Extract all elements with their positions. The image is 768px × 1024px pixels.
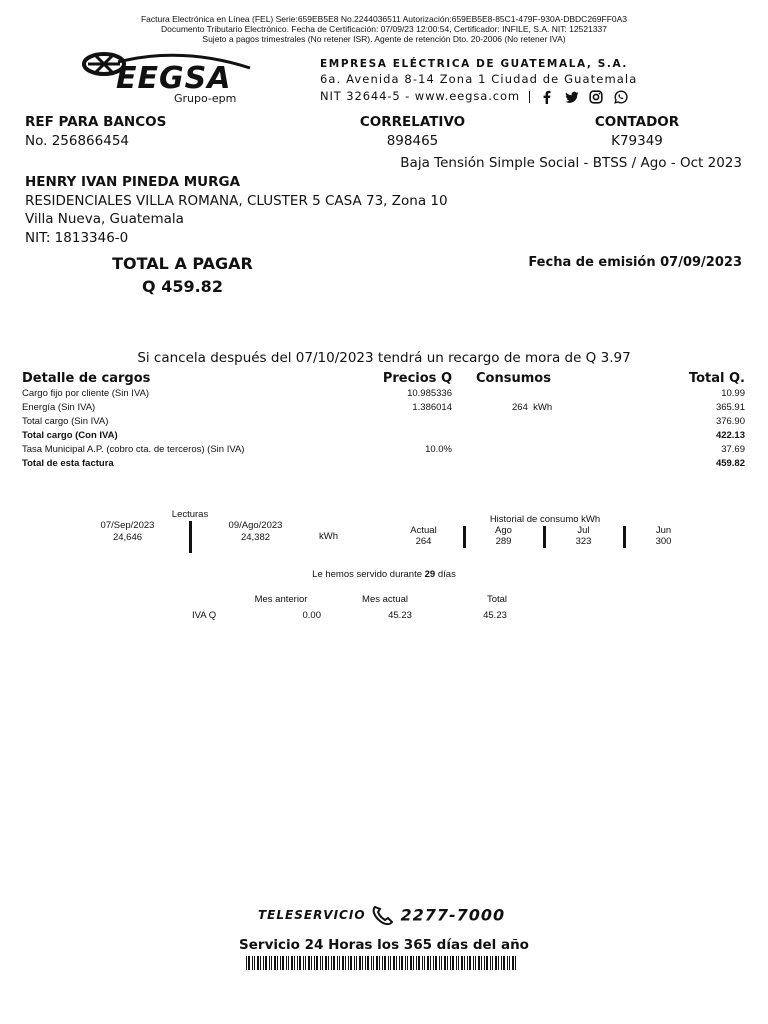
barcode-bar xyxy=(473,956,474,970)
barcode-bar xyxy=(269,956,270,970)
barcode-bar xyxy=(503,956,505,970)
contador-value: K79349 xyxy=(611,133,663,149)
ref-bancos-value: No. 256866454 xyxy=(25,133,130,149)
iva-current-value: 45.23 xyxy=(388,610,412,621)
barcode-bar xyxy=(265,956,267,970)
barcode-bar xyxy=(418,956,420,970)
readings-divider xyxy=(189,521,192,553)
barcode-bar xyxy=(254,956,255,970)
history-divider xyxy=(623,526,626,548)
barcode-bar xyxy=(365,956,366,970)
twitter-icon[interactable] xyxy=(565,90,579,104)
barcode-bar xyxy=(288,956,289,970)
barcode-bar xyxy=(325,956,327,970)
iva-previous-value: 0.00 xyxy=(302,610,321,621)
barcode-bar xyxy=(430,956,431,970)
barcode-bar xyxy=(461,956,463,970)
barcode-bar xyxy=(441,956,442,970)
history-col-label: Jul xyxy=(577,525,590,536)
customer-address-line2: Villa Nueva, Guatemala xyxy=(25,211,184,227)
charge-row-price: 1.386014 xyxy=(412,402,452,413)
tariff-period: Baja Tensión Simple Social - BTSS / Ago - Oct 2023 xyxy=(400,155,742,171)
barcode-bar xyxy=(469,956,471,970)
barcode-bar xyxy=(252,956,253,970)
barcode-bar xyxy=(447,956,448,970)
company-nit-web xyxy=(320,89,628,104)
barcode-bar xyxy=(297,956,298,970)
barcode-bar xyxy=(424,956,425,970)
barcode-bar xyxy=(435,956,437,970)
barcode-bar xyxy=(282,956,284,970)
barcode-bar xyxy=(515,956,516,970)
whatsapp-icon[interactable] xyxy=(614,90,628,104)
barcode-bar xyxy=(481,956,482,970)
iva-header-current: Mes actual xyxy=(362,594,408,605)
fel-header-line2: Documento Tributario Electrónico. Fecha de Certificación: 07/09/23 12:00:54, Certificador: INFILE, S.A. NIT: 12521337 xyxy=(160,24,607,34)
barcode-bar xyxy=(416,956,417,970)
history-divider xyxy=(543,526,546,548)
barcode-bar xyxy=(484,956,485,970)
iva-total-value: 45.23 xyxy=(483,610,507,621)
customer-nit: NIT: 1813346-0 xyxy=(25,230,129,246)
barcode-bar xyxy=(475,956,476,970)
barcode-bar xyxy=(509,956,510,970)
service-days xyxy=(0,569,768,580)
instagram-icon[interactable] xyxy=(589,90,603,104)
teleservicio-phone[interactable]: 2277-7000 xyxy=(400,905,506,925)
customer-address-line1: RESIDENCIALES VILLA ROMANA, CLUSTER 5 CASA 73, Zona 10 xyxy=(25,193,448,209)
charges-header-detail: Detalle de cargos xyxy=(22,371,151,386)
barcode-bar xyxy=(359,956,361,970)
charges-header-consumption: Consumos xyxy=(476,371,551,386)
barcode-bar xyxy=(422,956,423,970)
barcode-bar xyxy=(413,956,414,970)
iva-header-previous: Mes anterior xyxy=(254,594,308,605)
barcode-bar xyxy=(492,956,493,970)
barcode-bar xyxy=(388,956,389,970)
barcode-bar xyxy=(401,956,403,970)
barcode-bar xyxy=(314,956,315,970)
barcode-bar xyxy=(271,956,272,970)
barcode-bar xyxy=(444,956,446,970)
company-name: EMPRESA ELÉCTRICA DE GUATEMALA, S.A. xyxy=(320,58,629,70)
charge-row-total: 10.99 xyxy=(721,388,745,399)
barcode-bar xyxy=(348,956,349,970)
barcode-bar xyxy=(376,956,378,970)
barcode-bar xyxy=(498,956,499,970)
barcode-bar xyxy=(305,956,306,970)
barcode-bar xyxy=(393,956,395,970)
service-days-prefix: Le hemos servido durante xyxy=(312,569,422,580)
barcode-bar xyxy=(478,956,480,970)
barcode-bar xyxy=(246,956,247,970)
barcode-bar xyxy=(277,956,278,970)
barcode-bar xyxy=(263,956,264,970)
teleservicio-label: TELESERVICIO xyxy=(258,908,366,922)
service-days-suffix: días xyxy=(437,569,456,580)
history-col-value: 300 xyxy=(655,536,672,547)
barcode-bar xyxy=(450,956,451,970)
contador-label: CONTADOR xyxy=(594,114,680,130)
barcode-bar xyxy=(367,956,369,970)
charge-row-total: 365.91 xyxy=(715,402,745,413)
barcode-bar xyxy=(501,956,502,970)
barcode-bar xyxy=(507,956,508,970)
charge-row-price: 10.0% xyxy=(425,444,452,455)
barcode-bar xyxy=(433,956,434,970)
history-col-label: Actual xyxy=(410,525,437,536)
barcode-bar xyxy=(356,956,357,970)
ref-bancos-label: REF PARA BANCOS xyxy=(25,114,167,130)
charge-row-label: Total cargo (Sin IVA) xyxy=(22,416,109,427)
history-col-value: 289 xyxy=(495,536,512,547)
barcode-bar xyxy=(303,956,304,970)
charges-header-total: Total Q. xyxy=(688,371,745,386)
barcode-bar xyxy=(379,956,380,970)
charge-row-label: Total de esta factura xyxy=(22,458,114,469)
barcode-bar xyxy=(260,956,261,970)
barcode-bar xyxy=(427,956,429,970)
company-address: 6a. Avenida 8-14 Zona 1 Ciudad de Guatemala xyxy=(320,72,638,86)
barcode-bar xyxy=(467,956,468,970)
barcode-bar xyxy=(399,956,400,970)
reading-unit: kWh xyxy=(319,531,338,542)
fel-header-line3: Sujeto a pagos trimestrales (No retener ISR). Agente de retención Dto. 20-2006 (No retener IVA) xyxy=(202,34,566,44)
history-divider xyxy=(463,526,466,548)
barcode-bar xyxy=(373,956,374,970)
barcode-bar xyxy=(396,956,397,970)
barcode-bar xyxy=(286,956,287,970)
barcode-bar xyxy=(308,956,310,970)
barcode-bar xyxy=(331,956,332,970)
charge-row-total: 376.90 xyxy=(715,416,745,427)
barcode-bar xyxy=(384,956,386,970)
phone-icon xyxy=(370,904,396,926)
charge-row-total: 459.82 xyxy=(715,458,745,469)
barcode-bar xyxy=(316,956,318,970)
charges-header-price: Precios Q xyxy=(382,371,452,386)
history-col-label: Jun xyxy=(655,525,672,536)
charge-row-total: 37.69 xyxy=(721,444,745,455)
barcode-bar xyxy=(339,956,340,970)
barcode-bar xyxy=(512,956,514,970)
correlativo-value: 898465 xyxy=(386,133,439,149)
barcode-bar xyxy=(456,956,457,970)
barcode-bar xyxy=(354,956,355,970)
barcode-bar xyxy=(495,956,497,970)
charge-row-consumption: 264 kWh xyxy=(512,402,553,413)
barcode-bar xyxy=(337,956,338,970)
teleservicio-block xyxy=(258,904,505,926)
barcode-bar xyxy=(299,956,301,970)
customer-name: HENRY IVAN PINEDA MURGA xyxy=(25,174,241,190)
charge-row-label: Tasa Municipal A.P. (cobro cta. de terceros) (Sin IVA) xyxy=(22,444,245,455)
barcode-bar xyxy=(407,956,408,970)
service-hours: Servicio 24 Horas los 365 días del año xyxy=(239,937,529,953)
barcode-bar xyxy=(486,956,488,970)
barcode-bar xyxy=(452,956,454,970)
history-title: Historial de consumo kWh xyxy=(489,514,601,525)
barcode-bar xyxy=(458,956,459,970)
eegsa-logo xyxy=(82,48,262,110)
charge-row-label: Energía (Sin IVA) xyxy=(22,402,96,413)
barcode-bar xyxy=(405,956,406,970)
barcode-bar xyxy=(410,956,412,970)
facebook-icon[interactable] xyxy=(540,90,554,104)
emission-date: Fecha de emisión 07/09/2023 xyxy=(528,255,742,270)
barcode-bar xyxy=(248,956,250,970)
barcode-bar xyxy=(257,956,259,970)
logo-group-text: Grupo-epm xyxy=(174,92,237,105)
reading-current-date: 07/Sep/2023 xyxy=(100,520,155,531)
barcode-bar xyxy=(345,956,346,970)
correlativo-label: CORRELATIVO xyxy=(359,114,466,130)
reading-previous-value: 24,382 xyxy=(240,532,271,543)
charge-row-price: 10.985336 xyxy=(407,388,452,399)
fel-header-line1: Factura Electrónica en Línea (FEL) Serie:659EB5E8 No.2244036511 Autorización:659EB5E8-85C1-479F-930A-DBDC269FF0A3 xyxy=(140,14,628,24)
barcode-bar xyxy=(464,956,465,970)
history-col-value: 264 xyxy=(415,536,432,547)
reading-previous-date: 09/Ago/2023 xyxy=(228,520,283,531)
barcode-bar xyxy=(439,956,440,970)
barcode-bar xyxy=(291,956,293,970)
barcode-bar xyxy=(294,956,295,970)
total-label: TOTAL A PAGAR xyxy=(112,254,253,273)
barcode-bar xyxy=(382,956,383,970)
total-amount: Q 459.82 xyxy=(142,277,223,296)
svg-text:EEGSA: EEGSA xyxy=(116,61,232,96)
barcode-bar xyxy=(350,956,352,970)
barcode-bar xyxy=(333,956,335,970)
barcode-bar xyxy=(274,956,276,970)
iva-header-total: Total xyxy=(486,594,508,605)
barcode-bar xyxy=(342,956,344,970)
iva-row-label: IVA Q xyxy=(192,610,217,621)
late-fee-notice: Si cancela después del 07/10/2023 tendrá un recargo de mora de Q 3.97 xyxy=(137,350,631,366)
history-col-label: Ago xyxy=(495,525,512,536)
separator xyxy=(529,91,530,103)
charge-row-label: Total cargo (Con IVA) xyxy=(22,430,118,441)
barcode xyxy=(246,956,520,970)
barcode-graphic xyxy=(246,956,520,970)
barcode-bar xyxy=(490,956,491,970)
barcode-bar xyxy=(390,956,391,970)
history-col-value: 323 xyxy=(575,536,592,547)
barcode-bar xyxy=(328,956,329,970)
barcode-bar xyxy=(362,956,363,970)
barcode-bar xyxy=(311,956,312,970)
charge-row-label: Cargo fijo por cliente (Sin IVA) xyxy=(22,388,150,399)
charge-row-total: 422.13 xyxy=(715,430,745,441)
readings-title: Lecturas xyxy=(171,509,209,520)
barcode-bar xyxy=(320,956,321,970)
barcode-bar xyxy=(371,956,372,970)
barcode-bar xyxy=(322,956,323,970)
service-days-count: 29 xyxy=(424,569,436,580)
barcode-bar xyxy=(280,956,281,970)
reading-current-value: 24,646 xyxy=(112,532,143,543)
company-nit-web-text: NIT 32644-5 - www.eegsa.com xyxy=(320,89,521,103)
